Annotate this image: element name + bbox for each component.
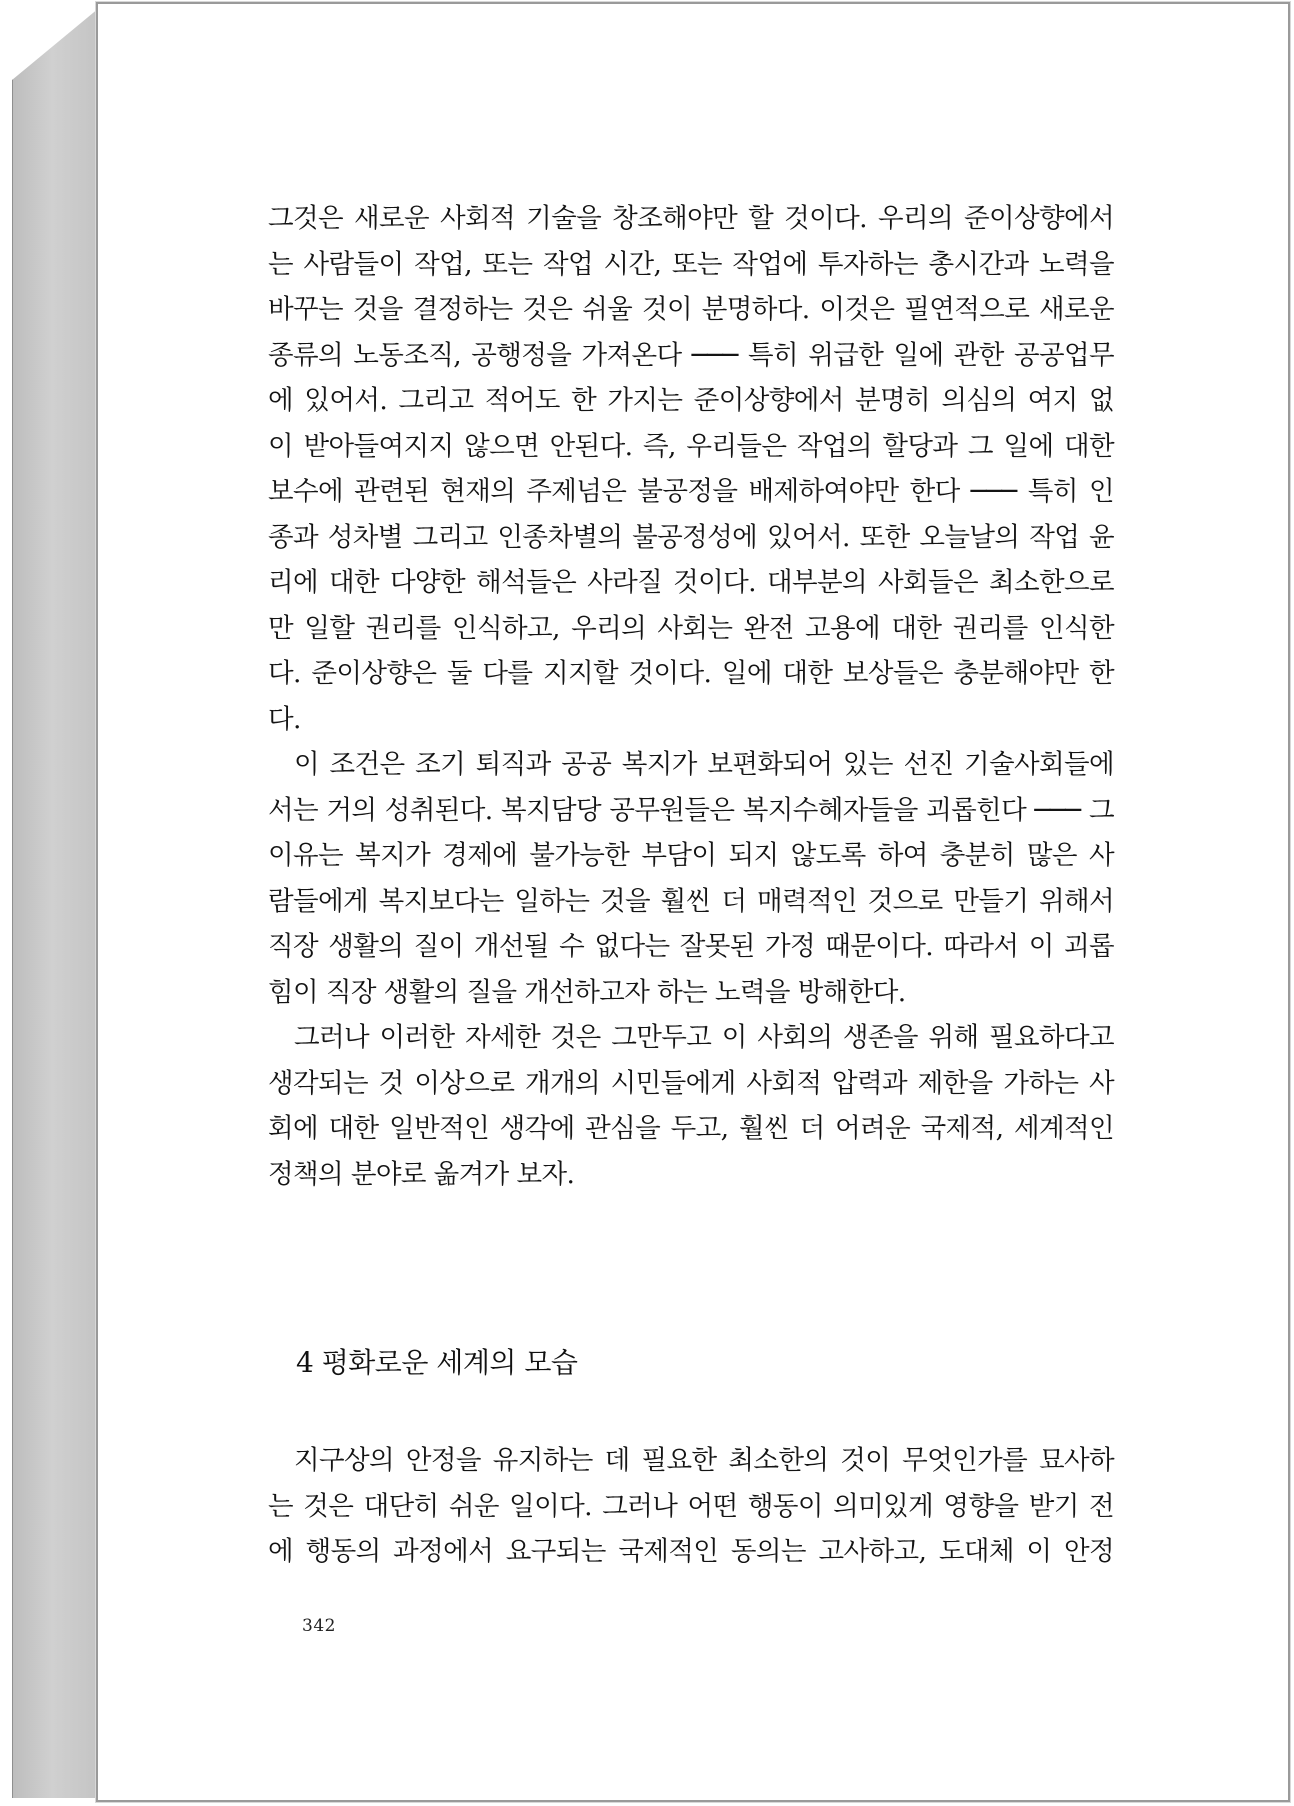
text-line: 정책의 분야로 옮겨가 보자. xyxy=(268,1158,575,1190)
text-line: 는 사람들이 작업, 또는 작업 시간, 또는 작업에 투자하는 총시간과 노력을 xyxy=(268,248,1114,280)
text-line: 만 일할 권리를 인식하고, 우리의 사회는 완전 고용에 대한 권리를 인식한 xyxy=(268,612,1114,644)
paragraph-1 xyxy=(268,196,1114,742)
text-line: 바꾸는 것을 결정하는 것은 쉬울 것이 분명하다. 이것은 필연적으로 새로운 xyxy=(268,294,1114,325)
text-line: 이 조건은 조기 퇴직과 공공 복지가 보편화되어 있는 선진 기술사회들에 xyxy=(294,749,1114,780)
text-line: 그것은 새로운 사회적 기술을 창조해야만 할 것이다. 우리의 준이상향에서 xyxy=(268,203,1114,234)
text-line: 다. xyxy=(268,703,301,735)
text-line: 그러나 이러한 자세한 것은 그만두고 이 사회의 생존을 위해 필요하다고 xyxy=(294,1022,1114,1053)
page-number: 342 xyxy=(302,1616,336,1636)
text-line: 종류의 노동조직, 공행정을 가져온다 ─── 특히 위급한 일에 관한 공공업무 xyxy=(268,339,1114,371)
text-line: 다. 준이상향은 둘 다를 지지할 것이다. 일에 대한 보상들은 충분해야만 한 xyxy=(268,658,1114,689)
text-line: 에 행동의 과정에서 요구되는 국제적인 동의는 고사하고, 도대체 이 안정 xyxy=(268,1536,1114,1567)
text-line: 리에 대한 다양한 해석들은 사라질 것이다. 대부분의 사회들은 최소한으로 xyxy=(268,567,1114,598)
text-line: 지구상의 안정을 유지하는 데 필요한 최소한의 것이 무엇인가를 묘사하 xyxy=(294,1445,1114,1476)
body-text xyxy=(268,196,1114,1197)
text-line: 이유는 복지가 경제에 불가능한 부담이 되지 않도록 하여 충분히 많은 사 xyxy=(268,840,1114,871)
section-heading: 4 평화로운 세계의 모습 xyxy=(296,1346,578,1379)
book-spine xyxy=(12,8,99,1798)
text-line: 생각되는 것 이상으로 개개의 시민들에게 사회적 압력과 제한을 가하는 사 xyxy=(268,1067,1114,1099)
paragraph-2 xyxy=(268,742,1114,1015)
text-line: 종과 성차별 그리고 인종차별의 불공정성에 있어서. 또한 오늘날의 작업 윤 xyxy=(268,521,1114,553)
text-line: 는 것은 대단히 쉬운 일이다. 그러나 어떤 행동이 의미있게 영향을 받기 전 xyxy=(268,1490,1114,1522)
text-line: 이 받아들여지지 않으면 안된다. 즉, 우리들은 작업의 할당과 그 일에 대한 xyxy=(268,430,1114,462)
paragraph-3 xyxy=(268,1015,1114,1197)
text-line: 람들에게 복지보다는 일하는 것을 훨씬 더 매력적인 것으로 만들기 위해서 xyxy=(268,885,1114,917)
text-line: 힘이 직장 생활의 질을 개선하고자 하는 노력을 방해한다. xyxy=(268,976,906,1008)
text-line: 보수에 관련된 현재의 주제넘은 불공정을 배제하여야만 한다 ─── 특히 인 xyxy=(268,476,1114,507)
section-body-text xyxy=(268,1438,1114,1575)
paragraph-4 xyxy=(268,1438,1114,1575)
text-line: 직장 생활의 질이 개선될 수 없다는 잘못된 가정 때문이다. 따라서 이 괴롭 xyxy=(268,931,1114,962)
text-line: 서는 거의 성취된다. 복지담당 공무원들은 복지수혜자들을 괴롭힌다 ─── 그 xyxy=(268,794,1114,826)
text-line: 에 있어서. 그리고 적어도 한 가지는 준이상향에서 분명히 의심의 여지 없 xyxy=(268,385,1114,416)
text-line: 회에 대한 일반적인 생각에 관심을 두고, 훨씬 더 어려운 국제적, 세계적인 xyxy=(268,1113,1114,1144)
